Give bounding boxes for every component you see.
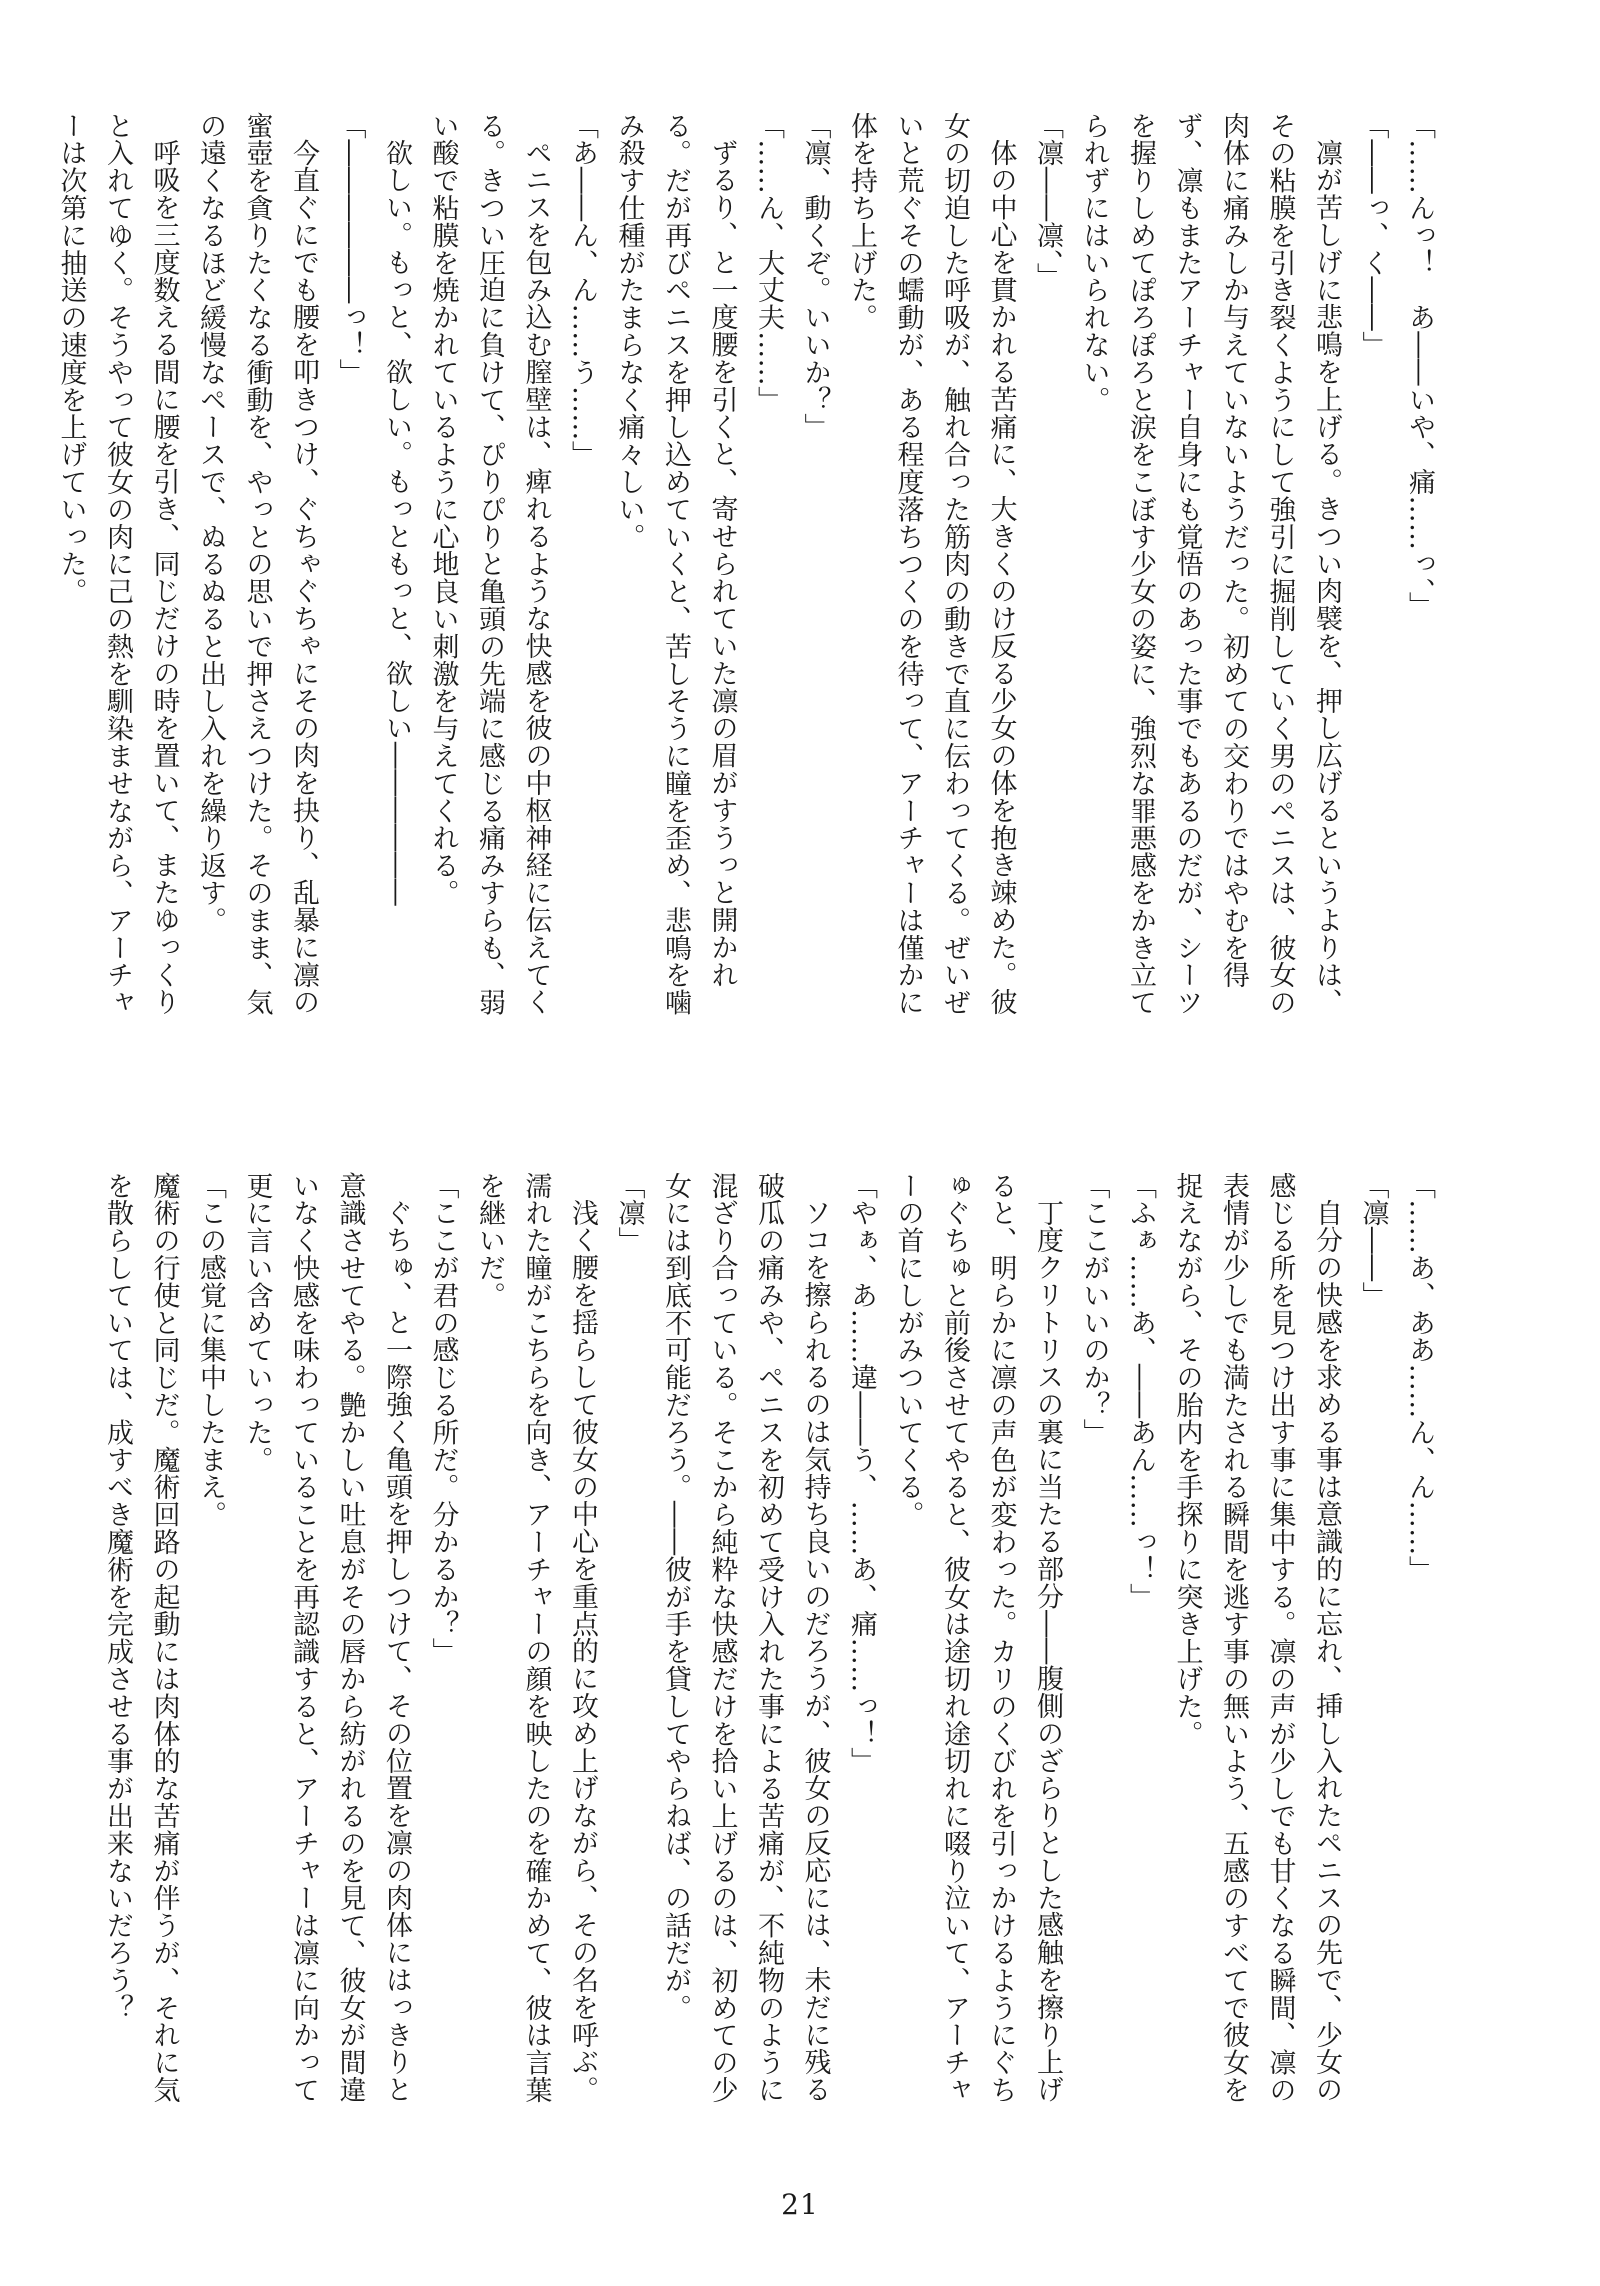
dialogue-line: 「ここが君の感じる所だ。分かるか？」 — [427, 1172, 459, 1666]
narration-paragraph: ずるり、と一度腰を引くと、寄せられていた凛の眉がすうっと開かれる。だが再びペニスを押し込めていくと、苦しそうに瞳を歪め、悲鳴を噛み殺す仕種がたまらなく痛々しい。 — [613, 112, 738, 1017]
narration-paragraph: 丁度クリトリスの裏に当たる部分――腹側のざらりとした感触を擦り上げると、明らかに凛の声色が変わった。カリのくびれを引っかけるようにぐちゅぐちゅと前後させてやると、彼女は途切れ途切れに啜り泣いて、アーチャーの首にしがみついてくる。 — [892, 1172, 1063, 2104]
narration-paragraph: 今直ぐにでも腰を叩きつけ、ぐちゃぐちゃにその肉を抉り、乱暴に凛の蜜壺を貪りたくなる衝動を、やっとの思いで押さえつけた。そのまま、気の遠くなるほど緩慢なペースで、ぬるぬると出し入れを繰り返す。 — [195, 112, 319, 1017]
narration-paragraph: ぐちゅ、と一際強く亀頭を押しつけて、その位置を凛の肉体にはっきりと意識させてやる。艶かしい吐息がその唇から紡がれるのを見て、彼女が間違いなく快感を味わっていることを再認識すると、アーチャーは凛に向かって更に言い含めていった。 — [241, 1172, 412, 2104]
dialogue-line: 「凛――凛、」 — [1032, 112, 1063, 291]
dialogue-line: 「……んっ！ あ――いや、痛……っ、」 — [1404, 112, 1435, 620]
dialogue-line: 魔術の行使と同じだ。魔術回路の起動には肉体的な苦痛が伴うが、それに気を散らしていては、成すべき魔術を完成させる事が出来ないだろう？ — [102, 1172, 180, 2104]
narration-paragraph: 欲しい。もっと、欲しい。もっともっと、欲しい―――――― — [381, 139, 412, 907]
narration-paragraph: ソコを擦られるのは気持ち良いのだろうが、彼女の反応には、未だに残る破瓜の痛みや、ペニスを初めて受け入れた事による苦痛が、不純物のように混ざり合っている。そこから純粋な快感だけを拾い上げるのは、初めての少女には到底不可能だろう。――彼が手を貸してやらねば、の話だが。 — [660, 1172, 831, 2104]
dialogue-line: 「――っ、く――」 — [1357, 112, 1389, 359]
narration-paragraph: 自分の快感を求める事は意識的に忘れ、挿し入れたペニスの先で、少女の感じる所を見つけ出す事に集中する。凛の声が少しでも甘くなる瞬間、凛の表情が少しでも満たされる瞬間を逃す事の無いよう、五感のすべてで彼女を捉えながら、その胎内を手探りに突き上げた。 — [1171, 1172, 1342, 2104]
dialogue-line: 「……あ、ああ……ん、ん……」 — [1404, 1172, 1435, 1583]
dialogue-line: 「やぁ、あ……違――う、……あ、痛……っ！」 — [846, 1172, 877, 1775]
dialogue-line: 「――――――っ！」 — [334, 112, 366, 386]
dialogue-line: 「凛――」 — [1357, 1172, 1389, 1309]
dialogue-line: 「この感覚に集中したまえ。 — [195, 1172, 226, 1529]
narration-paragraph: ペニスを包み込む膣壁は、痺れるような快感を彼の中枢神経に伝えてくる。きつい圧迫に負けて、ぴりぴりと亀頭の先端に感じる痛みすらも、弱い酸で粘膜を焼かれているように心地良い刺激を与えてくれる。 — [427, 112, 552, 1017]
dialogue-line: 「……ん、大丈夫……」 — [753, 112, 784, 414]
narration-paragraph: 体の中心を貫かれる苦痛に、大きくのけ反る少女の体を抱き竦めた。彼女の切迫した呼吸が、触れ合った筋肉の動きで直に伝わってくる。ぜいぜいと荒ぐその蠕動が、ある程度落ちつくのを待って、アーチャーは僅かに体を持ち上げた。 — [846, 112, 1017, 1017]
page-number: 21 — [781, 2188, 819, 2221]
narration-paragraph: 浅く腰を揺らして彼女の中心を重点的に攻め上げながら、その名を呼ぶ。濡れた瞳がこちらを向き、アーチャーの顔を映したのを確かめて、彼は言葉を継いだ。 — [474, 1172, 598, 2104]
narration-paragraph: 凛が苦しげに悲鳴を上げる。きつい肉襞を、押し広げるというよりは、その粘膜を引き裂くようにして強引に掘削していく男のペニスは、彼女の肉体に痛みしか与えていないようだった。初めての交わりではやむを得ず、凛もまたアーチャー自身にも覚悟のあった事でもあるのだが、シーツを握りしめてぽろぽろと涙をこぼす少女の姿に、強烈な罪悪感をかき立てられずにはいられない。 — [1078, 112, 1342, 1017]
dialogue-line: 「あ――ん、ん……う……」 — [567, 112, 598, 469]
narration-paragraph: 呼吸を三度数える間に腰を引き、同じだけの時を置いて、またゆっくりと入れてゆく。そうやって彼女の肉に己の熱を馴染ませながら、アーチャーは次第に抽送の速度を上げていった。 — [55, 112, 180, 1017]
dialogue-line: 「凛、動くぞ。いいか？」 — [799, 112, 831, 441]
dialogue-line: 「凛」 — [613, 1172, 645, 1255]
upper-text-block — [55, 112, 1442, 1042]
dialogue-line: 「ここがいいのか？」 — [1078, 1172, 1110, 1446]
dialogue-line: 「ふぁ……あ、――あん……っ！」 — [1125, 1172, 1156, 1611]
lower-text-block — [102, 1172, 1442, 2120]
